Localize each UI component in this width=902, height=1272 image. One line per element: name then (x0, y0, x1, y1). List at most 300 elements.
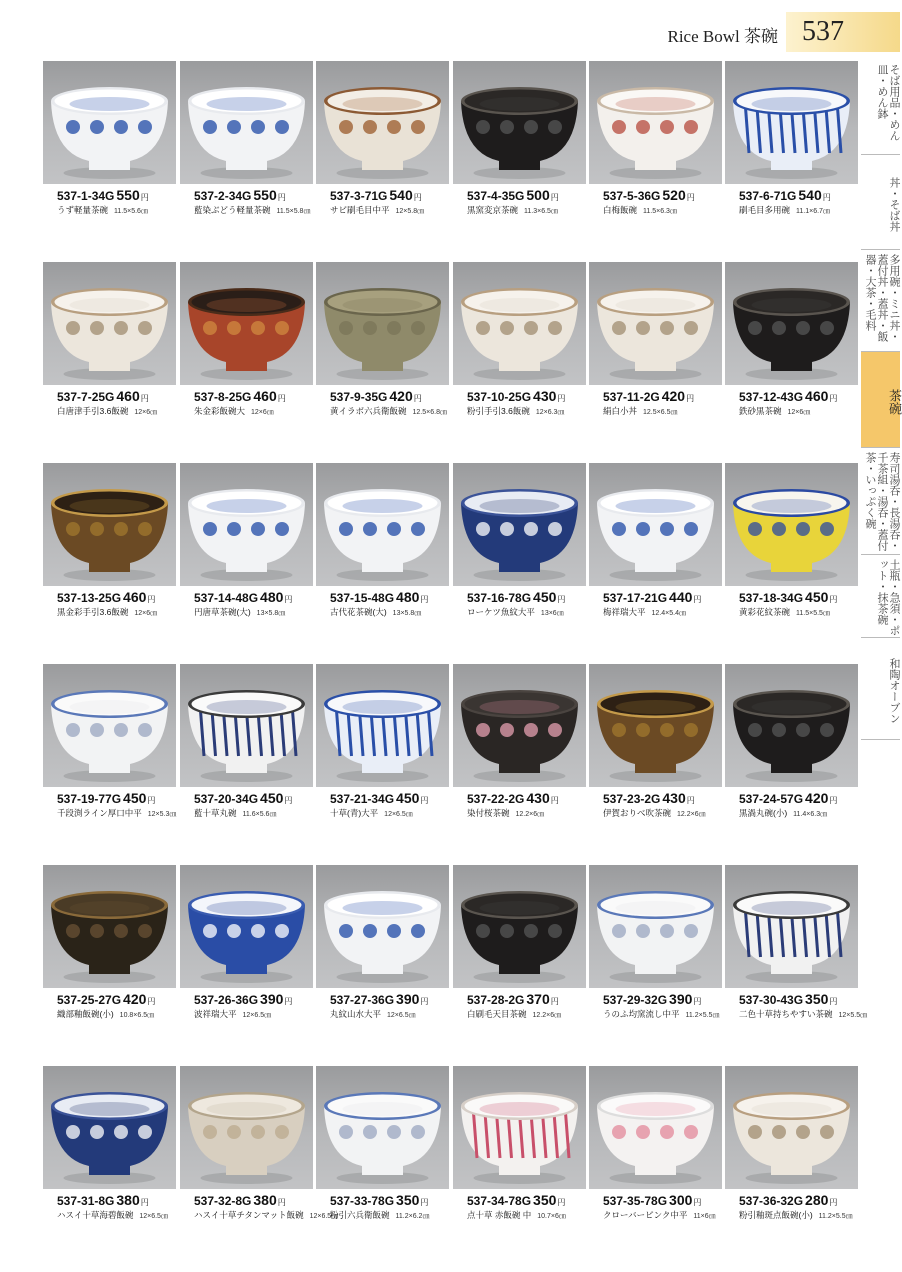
product-name-size (330, 405, 447, 417)
product-code-price (57, 991, 155, 1007)
product-code: 537-6-71G (739, 189, 797, 203)
product-name: 藍十草丸碗 (194, 808, 237, 818)
sidebar-tab[interactable]: 和陶オーブン (861, 638, 900, 740)
product-code: 537-25-27G (57, 993, 122, 1007)
product-code: 537-15-48G (330, 591, 395, 605)
product-price: 460 (123, 589, 147, 605)
product-price: 300 (669, 1192, 693, 1208)
product-code-price (194, 589, 292, 605)
yen-symbol: 円 (693, 997, 702, 1006)
product-code: 537-2-34G (194, 189, 252, 203)
product-name-size (467, 807, 544, 819)
product-price: 540 (389, 187, 413, 203)
product-size: 11.5×5.6㎝ (114, 208, 148, 215)
yen-symbol: 円 (420, 796, 429, 805)
product-size: 10.8×6.5㎝ (119, 1012, 155, 1019)
product-card (453, 664, 586, 854)
product-size: 11.2×5.5㎝ (818, 1213, 853, 1220)
product-photo (725, 262, 858, 385)
product-card (589, 262, 722, 452)
product-name: 織部釉飯碗(小) (57, 1009, 114, 1019)
product-photo (453, 1066, 586, 1189)
product-size: 11×6㎝ (693, 1213, 716, 1220)
product-photo (180, 61, 313, 184)
product-name-size (330, 1008, 416, 1020)
product-name-size (57, 807, 176, 819)
product-code-price (330, 388, 422, 404)
product-code: 537-10-25G (467, 390, 532, 404)
sidebar-tab[interactable]: 寿司湯呑・長湯呑・千茶組・湯呑・蓋付茶・いっぷく碗 (861, 448, 900, 555)
product-name: 白刷毛天目茶碗 (467, 1009, 527, 1019)
product-code: 537-28-2G (467, 993, 525, 1007)
product-price: 520 (662, 187, 686, 203)
product-size: 11.3×6.5㎝ (524, 208, 558, 215)
product-name: ハスイ十草海碧飯碗 (57, 1210, 134, 1220)
sidebar-tab[interactable]: 丼・そば丼 (861, 155, 900, 250)
product-name-size (194, 606, 285, 618)
product-size: 12.2×6㎝ (515, 811, 545, 818)
product-card (725, 463, 858, 653)
product-name: 粉引釉斑点飯碗(小) (739, 1210, 813, 1220)
product-photo (725, 1066, 858, 1189)
yen-symbol: 円 (413, 193, 422, 202)
product-code: 537-32-8G (194, 1194, 252, 1208)
product-code: 537-20-34G (194, 792, 259, 806)
product-name-size (330, 204, 424, 216)
sidebar-tab[interactable]: 土瓶・急須・ポット・抹茶碗 (861, 555, 900, 638)
product-code: 537-19-77G (57, 792, 122, 806)
product-name-size (467, 1008, 561, 1020)
product-price: 430 (526, 790, 550, 806)
product-code-price (467, 991, 559, 1007)
product-size: 12×6㎝ (134, 409, 158, 416)
product-code-price (330, 1192, 428, 1208)
product-price: 460 (116, 388, 140, 404)
product-card (453, 262, 586, 452)
yen-symbol: 円 (147, 796, 156, 805)
yen-symbol: 円 (686, 193, 695, 202)
yen-symbol: 円 (420, 595, 429, 604)
product-photo (43, 865, 176, 988)
product-card (316, 664, 449, 854)
product-name: 黄彩花紋茶碗 (739, 607, 791, 617)
product-code: 537-16-78G (467, 591, 532, 605)
product-photo (316, 61, 449, 184)
product-code-price (739, 991, 837, 1007)
product-code: 537-1-34G (57, 189, 115, 203)
product-photo (316, 1066, 449, 1189)
product-photo (589, 61, 722, 184)
product-photo (43, 463, 176, 586)
product-name: 梅祥瑞大平 (603, 607, 646, 617)
yen-symbol: 円 (147, 595, 156, 604)
product-name: 二色十草持ちやすい茶碗 (739, 1009, 833, 1019)
product-name: 白梅飯碗 (603, 205, 638, 215)
product-size: 11.2×5.5㎝ (685, 1012, 720, 1019)
product-name-size (603, 807, 706, 819)
product-code-price (467, 187, 559, 203)
product-code-price (57, 388, 149, 404)
product-price: 420 (661, 388, 686, 404)
product-price: 350 (805, 991, 829, 1007)
product-name-size (467, 1209, 566, 1221)
page-header (0, 0, 900, 56)
yen-symbol: 円 (829, 1198, 838, 1207)
product-card (453, 61, 586, 251)
product-photo (180, 262, 313, 385)
product-name-size (603, 606, 686, 618)
product-photo (453, 61, 586, 184)
yen-symbol: 円 (277, 1198, 286, 1207)
page-number-badge (786, 12, 900, 52)
product-name-size (57, 1209, 168, 1221)
product-code: 537-5-36G (603, 189, 661, 203)
product-photo (316, 262, 449, 385)
product-name: 黒金彩手引3.6飯碗 (57, 607, 129, 617)
product-card (43, 664, 176, 854)
product-name: ハスイ十草チタンマット飯碗 (194, 1210, 304, 1220)
product-code: 537-4-35G (467, 189, 525, 203)
product-price: 380 (253, 1192, 277, 1208)
product-card (180, 463, 313, 653)
product-photo (316, 664, 449, 787)
product-code: 537-35-78G (603, 1194, 668, 1208)
product-size: 12×6㎝ (134, 610, 158, 617)
product-size: 12×6.5㎝ (387, 1012, 416, 1019)
product-name: 鉄砂黒茶碗 (739, 406, 782, 416)
product-price: 350 (533, 1192, 557, 1208)
product-card (453, 463, 586, 653)
product-card (725, 664, 858, 854)
sidebar-tab[interactable]: そば用品・めん皿・めん鉢 (861, 60, 900, 155)
product-size: 12.5×6.5㎝ (643, 409, 678, 416)
product-photo (589, 1066, 722, 1189)
product-photo (453, 463, 586, 586)
product-code-price (194, 790, 292, 806)
product-code: 537-30-43G (739, 993, 804, 1007)
product-name: 黒渦丸碗(小) (739, 808, 788, 818)
product-code: 537-31-8G (57, 1194, 115, 1208)
yen-symbol: 円 (277, 394, 286, 403)
product-code-price (57, 1192, 149, 1208)
product-name: 藍染ぶどう軽量茶碗 (194, 205, 271, 215)
product-card (725, 865, 868, 1055)
product-size: 11.5×5.5㎝ (796, 610, 830, 617)
product-card (725, 61, 858, 251)
product-card (180, 262, 313, 452)
product-price: 460 (253, 388, 277, 404)
product-code: 537-7-25G (57, 390, 115, 404)
product-photo (725, 664, 858, 787)
product-photo (180, 865, 313, 988)
product-price: 450 (533, 589, 557, 605)
product-name-size (603, 405, 677, 417)
product-card (316, 463, 449, 653)
product-photo (180, 664, 313, 787)
product-size: 12×6.5㎝ (384, 811, 413, 818)
product-size: 12.5×6.8㎝ (412, 409, 447, 416)
product-price: 280 (805, 1192, 829, 1208)
product-name-size (739, 807, 827, 819)
yen-symbol: 円 (686, 394, 695, 403)
product-name: サビ刷毛目中平 (330, 205, 390, 215)
product-photo (453, 262, 586, 385)
product-photo (589, 262, 722, 385)
product-card (43, 865, 176, 1055)
yen-symbol: 円 (284, 796, 293, 805)
product-size: 12.2×6㎝ (532, 1012, 562, 1019)
product-code-price (57, 790, 155, 806)
product-code: 537-21-34G (330, 792, 395, 806)
product-price: 480 (260, 589, 284, 605)
product-size: 12×6㎝ (251, 409, 274, 416)
yen-symbol: 円 (557, 394, 566, 403)
yen-symbol: 円 (829, 997, 838, 1006)
product-name-size (603, 1008, 719, 1020)
product-photo (316, 463, 449, 586)
product-code-price (603, 388, 694, 404)
product-code-price (194, 388, 286, 404)
product-photo (180, 463, 313, 586)
product-code: 537-23-2G (603, 792, 661, 806)
product-card (725, 262, 858, 452)
yen-symbol: 円 (686, 796, 695, 805)
product-code: 537-3-71G (330, 189, 388, 203)
product-photo (316, 865, 449, 988)
product-name: 粉引手引3.6飯碗 (467, 406, 530, 416)
yen-symbol: 円 (140, 1198, 149, 1207)
product-name-size (194, 204, 310, 216)
product-name-size (603, 204, 677, 216)
product-card (180, 664, 313, 854)
product-code: 537-18-34G (739, 591, 804, 605)
product-code-price (194, 991, 292, 1007)
product-size: 11.5×5.8㎝ (276, 208, 311, 215)
product-size: 12×6.5㎝ (309, 1213, 339, 1220)
product-price: 460 (805, 388, 829, 404)
product-name: 絹白小丼 (603, 406, 638, 416)
product-size: 12.2×6㎝ (677, 811, 706, 818)
product-card (180, 1066, 339, 1256)
page-title: Rice Bowl 茶碗 (667, 27, 778, 46)
product-code: 537-24-57G (739, 792, 804, 806)
sidebar-tab[interactable]: 茶碗 (861, 352, 900, 448)
product-name-size (739, 606, 830, 618)
product-photo (725, 61, 858, 184)
product-name: ローケツ魚紋大平 (467, 607, 535, 617)
product-price: 380 (116, 1192, 140, 1208)
product-size: 13×5.8㎝ (392, 610, 422, 617)
product-card (316, 1066, 449, 1256)
product-price: 450 (396, 790, 420, 806)
product-price: 450 (805, 589, 829, 605)
product-name: 白唐津手引3.6飯碗 (57, 406, 129, 416)
product-name-size (467, 405, 564, 417)
product-name-size (194, 1008, 271, 1020)
product-photo (43, 1066, 176, 1189)
product-name-size (739, 1209, 853, 1221)
product-size: 12×5.8㎝ (395, 208, 425, 215)
product-code-price (330, 589, 428, 605)
product-code-price (739, 187, 831, 203)
product-card (453, 1066, 586, 1256)
product-name-size (57, 606, 157, 618)
product-code: 537-22-2G (467, 792, 525, 806)
product-name-size (603, 1209, 716, 1221)
product-price: 450 (123, 790, 147, 806)
product-code: 537-34-78G (467, 1194, 532, 1208)
product-name: 染付桜茶碗 (467, 808, 510, 818)
product-size: 12×6.3㎝ (535, 409, 565, 416)
product-code-price (194, 1192, 286, 1208)
product-card (316, 61, 449, 251)
product-name-size (194, 405, 274, 417)
product-name: 千段渕ライン厚口中平 (57, 808, 142, 818)
product-photo (453, 865, 586, 988)
product-code: 537-11-2G (603, 390, 660, 404)
product-size: 12×6.5㎝ (242, 1012, 272, 1019)
product-code-price (739, 388, 837, 404)
product-price: 350 (396, 1192, 420, 1208)
yen-symbol: 円 (413, 394, 422, 403)
product-card (180, 61, 313, 251)
product-price: 550 (253, 187, 277, 203)
product-size: 12.4×5.4㎝ (651, 610, 686, 617)
product-name-size (330, 807, 413, 819)
product-price: 550 (116, 187, 140, 203)
product-card (589, 664, 722, 854)
product-code-price (330, 187, 422, 203)
product-photo (43, 262, 176, 385)
yen-symbol: 円 (822, 193, 831, 202)
yen-symbol: 円 (557, 1198, 566, 1207)
product-card (180, 865, 313, 1055)
product-name: 点十草 赤飯碗 中 (467, 1210, 532, 1220)
product-card (589, 463, 722, 653)
product-price: 450 (260, 790, 284, 806)
yen-symbol: 円 (140, 394, 149, 403)
product-name: 円唐草茶碗(大) (194, 607, 251, 617)
product-code: 537-26-36G (194, 993, 259, 1007)
product-card (43, 61, 176, 251)
product-code: 537-36-32G (739, 1194, 804, 1208)
product-card (316, 865, 449, 1055)
product-code: 537-12-43G (739, 390, 804, 404)
product-price: 430 (662, 790, 686, 806)
product-name: 古代花茶碗(大) (330, 607, 387, 617)
product-price: 420 (805, 790, 829, 806)
yen-symbol: 円 (284, 595, 293, 604)
yen-symbol: 円 (420, 1198, 429, 1207)
product-name-size (739, 1008, 867, 1020)
product-card (43, 262, 176, 452)
product-name: 伊賀おりべ吹茶碗 (603, 808, 672, 818)
product-photo (589, 463, 722, 586)
product-code: 537-14-48G (194, 591, 259, 605)
product-card (316, 262, 449, 452)
yen-symbol: 円 (829, 595, 838, 604)
product-name: 黒窯変京茶碗 (467, 205, 519, 215)
yen-symbol: 円 (147, 997, 156, 1006)
product-price: 540 (798, 187, 822, 203)
product-size: 10.7×6㎝ (537, 1213, 566, 1220)
yen-symbol: 円 (693, 1198, 702, 1207)
yen-symbol: 円 (140, 193, 149, 202)
yen-symbol: 円 (550, 193, 559, 202)
product-size: 11.5×6.3㎝ (643, 208, 677, 215)
product-price: 430 (533, 388, 557, 404)
product-size: 12×6.5㎝ (139, 1213, 168, 1220)
product-price: 420 (123, 991, 147, 1007)
product-code-price (603, 991, 701, 1007)
product-name: クローバーピンク中平 (603, 1210, 688, 1220)
product-price: 390 (396, 991, 420, 1007)
product-name: うのふ均窯流し中平 (603, 1009, 680, 1019)
product-photo (43, 664, 176, 787)
product-code: 537-13-25G (57, 591, 122, 605)
product-code: 537-9-35G (330, 390, 388, 404)
product-photo (725, 463, 858, 586)
product-size: 12×6㎝ (787, 409, 811, 416)
product-name-size (467, 204, 558, 216)
product-name-size (739, 405, 810, 417)
product-price: 420 (389, 388, 413, 404)
product-name-size (330, 1209, 429, 1221)
yen-symbol: 円 (829, 796, 838, 805)
product-code-price (739, 790, 837, 806)
page-number: 537 (802, 16, 844, 47)
category-sidebar (861, 60, 900, 740)
product-name-size (467, 606, 564, 618)
product-code: 537-27-36G (330, 993, 395, 1007)
product-name: 粉引六兵衛飯碗 (330, 1210, 390, 1220)
product-code-price (57, 187, 149, 203)
product-size: 11.6×5.6㎝ (242, 811, 277, 818)
yen-symbol: 円 (829, 394, 838, 403)
product-code-price (739, 589, 837, 605)
product-name: 丸紋山水大平 (330, 1009, 382, 1019)
product-photo (589, 664, 722, 787)
product-code-price (194, 187, 286, 203)
product-code: 537-29-32G (603, 993, 668, 1007)
product-size: 11.2×6.2㎝ (395, 1213, 430, 1220)
product-size: 12×5.5㎝ (838, 1012, 868, 1019)
product-code-price (603, 187, 695, 203)
yen-symbol: 円 (550, 997, 559, 1006)
yen-symbol: 円 (277, 193, 286, 202)
product-card (725, 1066, 858, 1256)
product-code: 537-17-21G (603, 591, 668, 605)
product-price: 440 (669, 589, 693, 605)
product-price: 390 (669, 991, 693, 1007)
product-photo (180, 1066, 313, 1189)
product-name: うず軽量茶碗 (57, 205, 109, 215)
product-code-price (330, 991, 428, 1007)
product-name: 刷毛目多用碗 (739, 205, 791, 215)
product-code-price (603, 589, 701, 605)
product-name-size (739, 204, 830, 216)
sidebar-tab[interactable]: 多用碗・ミニ丼・蓋付丼・蓋丼・飯器・大茶・毛料 (861, 250, 900, 352)
product-size: 13×6㎝ (540, 610, 564, 617)
product-size: 11.1×6.7㎝ (796, 208, 830, 215)
product-photo (589, 865, 722, 988)
product-price: 480 (396, 589, 420, 605)
product-card (43, 1066, 176, 1256)
product-code-price (467, 388, 565, 404)
yen-symbol: 円 (693, 595, 702, 604)
product-code-price (467, 1192, 565, 1208)
product-photo (725, 865, 858, 988)
